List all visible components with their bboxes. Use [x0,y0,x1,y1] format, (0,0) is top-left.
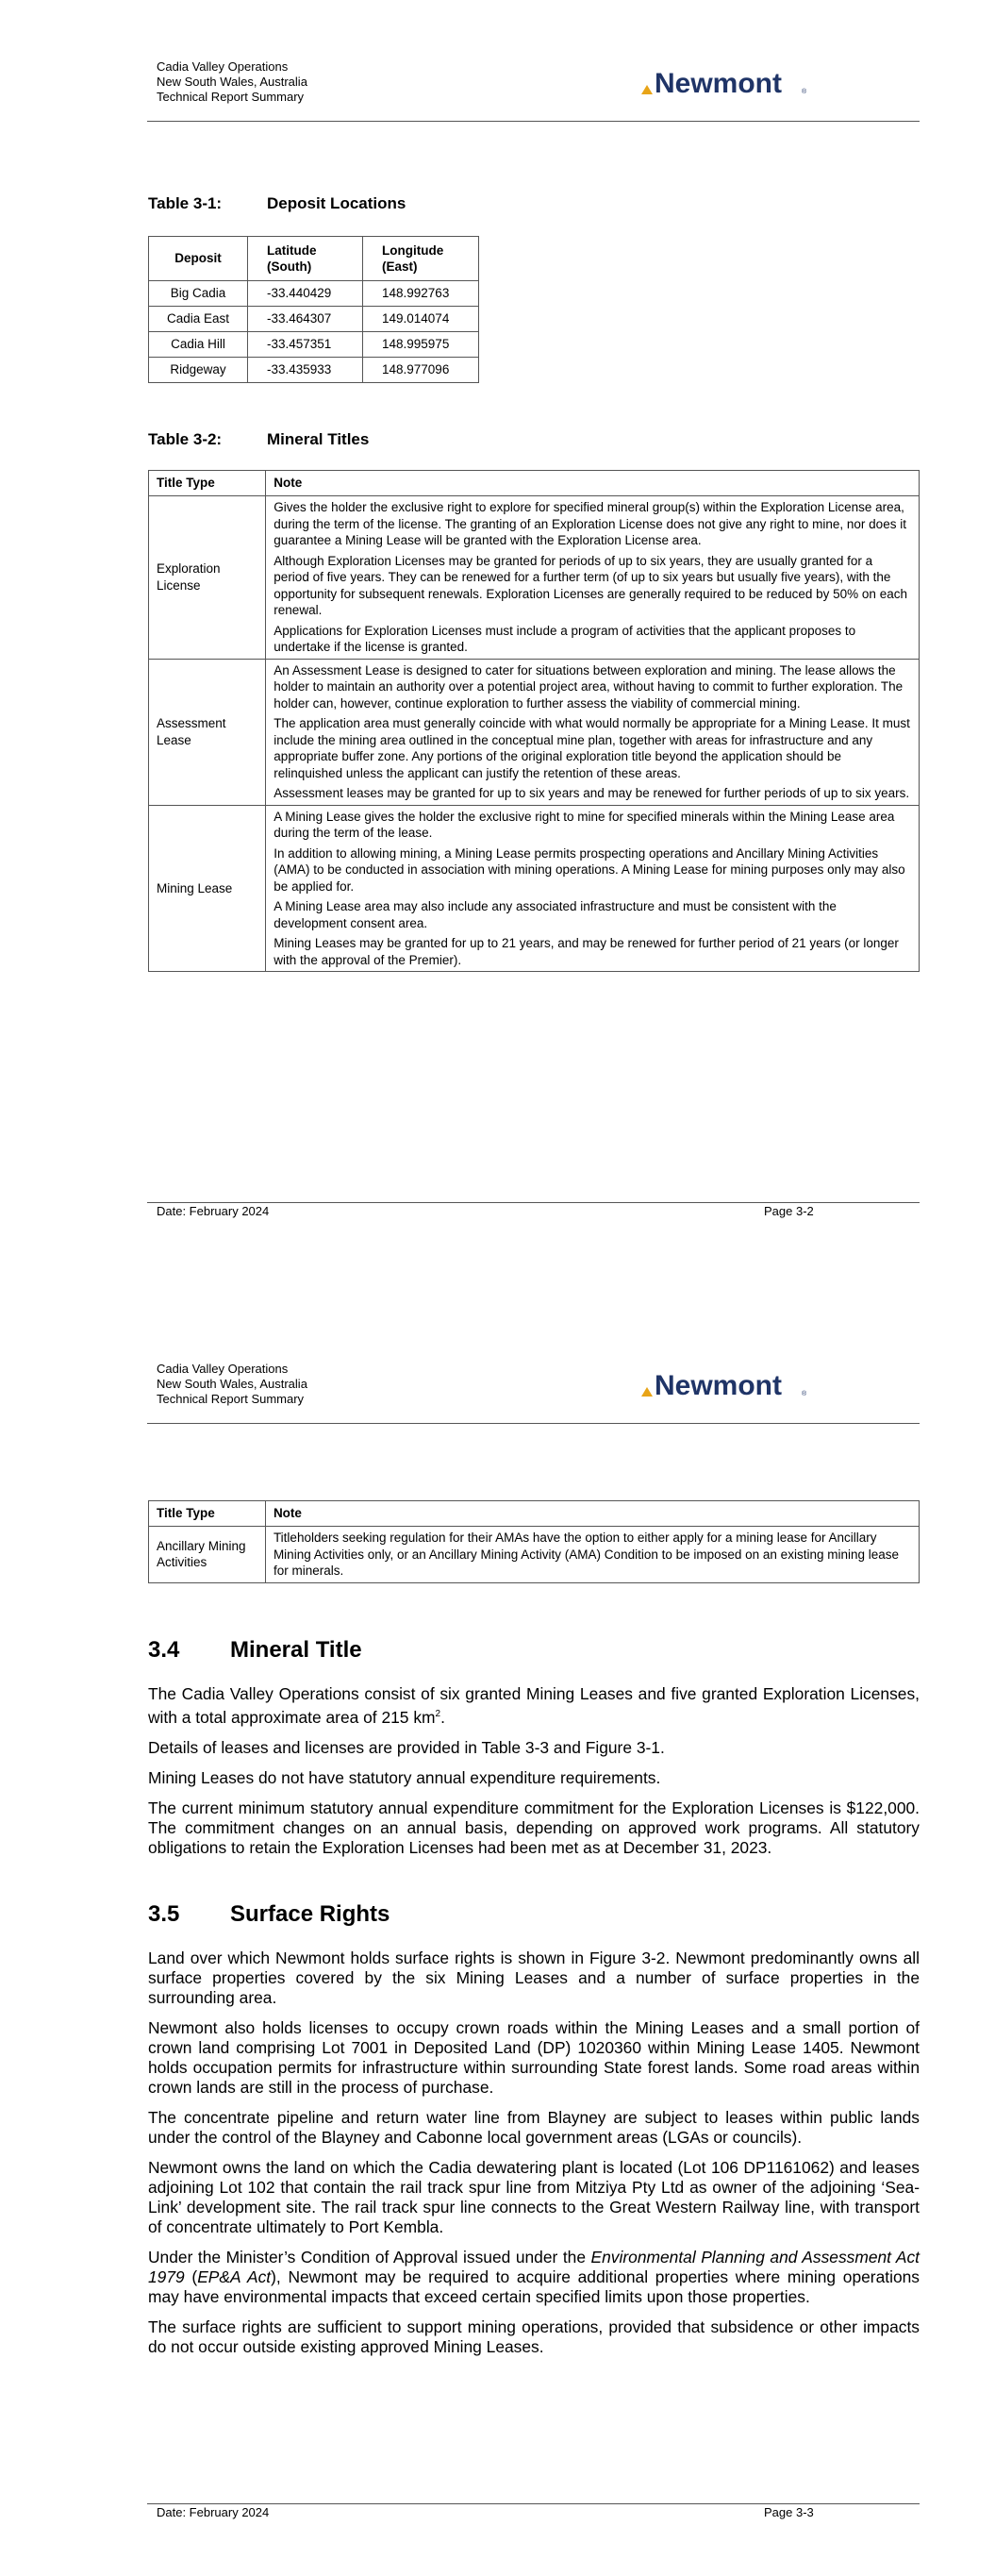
col-header-note: Note [266,471,920,496]
footer-rule [147,1202,920,1203]
cell-note [266,805,920,972]
note-paragraph: Assessment leases may be granted for up to six years and may be renewed for further periods of up to six years. [274,786,910,800]
header-line-1: Cadia Valley Operations [157,1362,289,1376]
table-3-1-caption: Table 3-1: Deposit Locations [148,194,406,212]
note-paragraph: Although Exploration Licenses may be granted for periods of up to six years, they are usually granted for a period of five years. They can be renewed for a further term (of up to six years but usually five years), with the opportunity for subsequent renewals. Exploration Licenses are generally required to be reduced by 50% on each renewal. [274,553,907,617]
note-paragraph: A Mining Lease gives the holder the exclusive right to mine for specified minerals within the Mining Lease area during the term of the lease. [274,809,895,840]
body-paragraph: The Cadia Valley Operations consist of six granted Mining Leases and five granted Exploration Licenses, with a total approximate area of 215 $km^2$. [148,1684,920,1727]
cell-deposit: Cadia East [149,307,248,332]
table-row [149,1527,920,1583]
table-row [149,496,920,660]
footer-date: Date: February 2024 [157,1204,270,1218]
cell-deposit: Big Cadia [149,281,248,307]
logo-trademark: ® [802,89,807,95]
footer-rule [147,2503,920,2504]
mineral-titles-table [148,470,920,972]
col-header-longitude: Longitude (East) [363,237,479,281]
table-row [149,332,479,358]
cell-title-type: Ancillary Mining Activities [149,1527,266,1583]
cell-note [266,659,920,805]
header-line-2: New South Wales, Australia [157,75,307,89]
report-header [157,59,307,105]
cell-latitude: -33.440429 [248,281,363,307]
report-header [157,1362,307,1407]
section-3-5-heading: 3.5 Surface Rights [148,1901,390,1927]
table-row [149,659,920,805]
col-header-deposit: Deposit [149,237,248,281]
logo-trademark: ® [802,1391,807,1397]
cell-longitude: 149.014074 [363,307,479,332]
table-header-row [149,237,479,281]
logo-wordmark: Newmont [655,1370,782,1400]
note-paragraph: Applications for Exploration Licenses must include a program of activities that the applicant proposes to undertake if the license is granted. [274,623,856,654]
note-paragraph: A Mining Lease area may also include any associated infrastructure and must be consistent with the development consent area. [274,899,837,930]
col-header-title-type: Title Type [149,1501,266,1527]
section-3-5-body [148,1949,920,2367]
cell-latitude: -33.435933 [248,358,363,383]
col-header-note: Note [265,1501,919,1527]
table-header-row [149,1501,920,1527]
note-paragraph: An Assessment Lease is designed to cater for situations between exploration and mining. The lease allows the holder to maintain an authority over a potential project area, without having to commit to further exploration. The holder can, however, continue exploration to further assess the viability of commercial mining. [274,662,904,711]
table-header-row [149,471,920,496]
deposit-locations-table [148,236,479,383]
note-paragraph: Titleholders seeking regulation for their AMAs have the option to either apply for a mining lease for Ancillary Mining Activities only, or an Ancillary Mining Activity (AMA) Condition to be imposed on an existing mining lease for minerals. [273,1531,899,1578]
cell-longitude: 148.992763 [363,281,479,307]
cell-latitude: -33.464307 [248,307,363,332]
body-paragraph: Under the Minister’s Condition of Approval issued under the Environmental Planning and Assessment Act 1979 (EP&A Act), Newmont may be required to acquire additional properties where mining operations may have environmental impacts that exceed certain specified limits upon those properties. [148,2248,920,2306]
cell-note [266,496,920,660]
header-line-2: New South Wales, Australia [157,1377,307,1391]
table-row [149,281,479,307]
body-paragraph: Details of leases and licenses are provided in Table 3-3 and Figure 3-1. [148,1737,665,1757]
cell-longitude: 148.977096 [363,358,479,383]
table-row [149,805,920,972]
header-rule [147,121,920,122]
cell-longitude: 148.995975 [363,332,479,358]
table-row [149,307,479,332]
note-paragraph: Gives the holder the exclusive right to explore for specified mineral group(s) within the Exploration License area, during the term of the license. The granting of an Exploration License does not give any right to mine, nor does it guarantee a Mining Lease will be granted with the Exploration License area. [274,500,906,547]
cell-deposit: Cadia Hill [149,332,248,358]
col-header-title-type: Title Type [149,471,266,496]
cell-latitude: -33.457351 [248,332,363,358]
header-rule [147,1423,920,1424]
body-paragraph: Newmont also holds licenses to occupy crown roads within the Mining Leases and a small portion of crown land comprising Lot 7001 in Deposited Land (DP) 1020360 within Mining Lease 1405. Newmont holds occupation permits for infrastructure within surrounding State forest lands. Some road areas within crown lands are still in the process of purchase. [148,2018,920,2097]
note-paragraph: In addition to allowing mining, a Mining Lease permits prospecting operations and Ancillary Mining Activities (AMA) to be conducted in association with mining operations. A Mining Lease for mining purposes only may also be applied for. [274,845,905,894]
page-2 [0,1288,995,2576]
header-line-3: Technical Report Summary [157,90,305,104]
header-line-1: Cadia Valley Operations [157,59,289,74]
section-3-4-heading: 3.4 Mineral Title [148,1637,362,1663]
footer-page-number: Page 3-2 [764,1204,814,1218]
cell-deposit: Ridgeway [149,358,248,383]
body-paragraph: The surface rights are sufficient to support mining operations, provided that subsidence or other impacts do not occur outside existing approved Mining Leases. [148,2317,920,2356]
section-3-4-body [148,1684,920,1868]
newmont-logo [639,1368,809,1400]
footer-page-number: Page 3-3 [764,2505,814,2519]
mineral-titles-table-continued [148,1500,920,1583]
logo-wordmark: Newmont [655,68,782,98]
body-paragraph: Newmont owns the land on which the Cadia dewatering plant is located (Lot 106 DP1161062) and leases adjoining Lot 102 that contain the rail track spur line from Mitziya Pty Ltd as owner of the adjoining ‘Sea-Link’ development site. The rail track spur line connects to the Great Western Railway line, with transport of concentrate ultimately to Port Kembla. [148,2158,920,2236]
table-3-2-caption: Table 3-2: Mineral Titles [148,430,370,448]
newmont-logo [639,66,809,98]
body-paragraph: Mining Leases do not have statutory annual expenditure requirements. [148,1767,661,1787]
body-paragraph: Land over which Newmont holds surface rights is shown in Figure 3-2. Newmont predominantly owns all surface properties covered by the six Mining Leases and a number of surface properties in the surrounding area. [148,1949,920,2007]
note-paragraph: Mining Leases may be granted for up to 21 years, and may be renewed for further period of 21 years (or longer with the approval of the Premier). [274,936,899,967]
note-paragraph: The application area must generally coincide with what would normally be appropriate for a Mining Lease. It must include the mining area outlined in the conceptual mine plan, together with areas for infrastructure and any appropriate buffer zone. Any portions of the original exploration title beyond the application should be relinquished unless the applicant can justify the retention of these areas. [274,716,910,780]
cell-note [265,1527,919,1583]
header-line-3: Technical Report Summary [157,1392,305,1406]
cell-title-type: Mining Lease [149,805,266,972]
body-paragraph: The concentrate pipeline and return water line from Blayney are subject to leases within public lands under the control of the Blayney and Cabonne local government areas (LGAs or councils). [148,2108,920,2147]
cell-title-type: Assessment Lease [149,659,266,805]
cell-title-type: Exploration License [149,496,266,660]
footer-date: Date: February 2024 [157,2505,270,2519]
col-header-latitude: Latitude (South) [248,237,363,281]
table-row [149,358,479,383]
body-paragraph: The current minimum statutory annual expenditure commitment for the Exploration Licenses is $122,000. The commitment changes on an annual basis, depending on approved work programs. All statutory obligations to retain the Exploration Licenses had been met as at December 31, 2023. [148,1798,920,1857]
